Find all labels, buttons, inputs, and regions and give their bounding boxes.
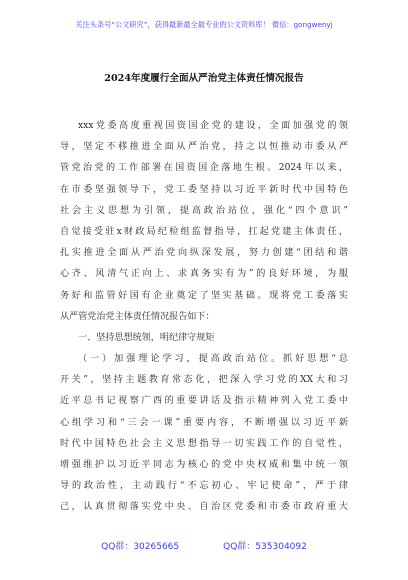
body-line: 一、坚持思想统领，明纪律守规矩 bbox=[78, 332, 215, 343]
body-line: 增强维护以习近平同志为核心的党中央权威和集中统一领 bbox=[60, 460, 348, 470]
body-line: 开关”，坚持主题教育常态化，把深入学习党的XX大和习 bbox=[60, 375, 348, 386]
footer-contacts bbox=[0, 539, 408, 552]
body-line: （一）加强理论学习，提高政治站位。抓好思想“总 bbox=[78, 354, 348, 365]
body-line: 社会主义思想为引领，提高政治站位，强化“四个意识” bbox=[60, 205, 348, 216]
footer-qq-group-2: QQ群：535304092 bbox=[223, 542, 307, 552]
body-line: xxx党委高度重视国资国企党的建设，全面加强党的领 bbox=[78, 121, 348, 131]
body-line: 心组学习和“三会一课”重要内容，不断增强以习近平新 bbox=[60, 417, 348, 428]
body-line: 导，坚定不移推进全面从严治党，持之以恒推动市委从严 bbox=[60, 142, 348, 153]
body-line: 在市委坚强领导下，党工委坚持以习近平新时代中国特色 bbox=[60, 184, 348, 195]
document-body bbox=[60, 116, 348, 519]
header-banner: 关注头条号“公文研究”，获得最新最全最专业的公文资料库！ 微信：gongwenyj bbox=[75, 20, 333, 29]
document-title: 2024年度履行全面从严治党主体责任情况报告 bbox=[104, 73, 304, 84]
body-line: 近平总书记视察广西的重要讲话及指示精神列入党工委中 bbox=[60, 396, 348, 407]
body-line: 己，认真贯彻落实党中央、自治区党委和市委市政府重大 bbox=[60, 502, 348, 513]
body-line: 心齐、风清气正向上、求真务实有为”的良好环境，为服 bbox=[60, 269, 348, 280]
body-line: 管党治党的工作部署在国资国企落地生根。2024年以来， bbox=[60, 163, 348, 174]
body-line: 时代中国特色社会主义思想指导一切实践工作的自觉性， bbox=[60, 438, 348, 449]
body-line: 扎实推进全面从严治党向纵深发展，努力创建“团结和谐 bbox=[60, 248, 348, 259]
body-line: 从严管党治党主体责任情况报告如下： bbox=[60, 311, 215, 322]
footer-qq-group-1: QQ群：30265665 bbox=[101, 542, 180, 552]
body-line: 导的政治性，主动践行“不忘初心、牢记使命”，严于律 bbox=[60, 481, 348, 492]
body-line: 自觉接受驻x财政局纪检组监督指导，扛起党建主体责任， bbox=[60, 226, 348, 237]
body-line: 务好和监管好国有企业奠定了坚实基础。现将党工委落实 bbox=[60, 290, 348, 301]
